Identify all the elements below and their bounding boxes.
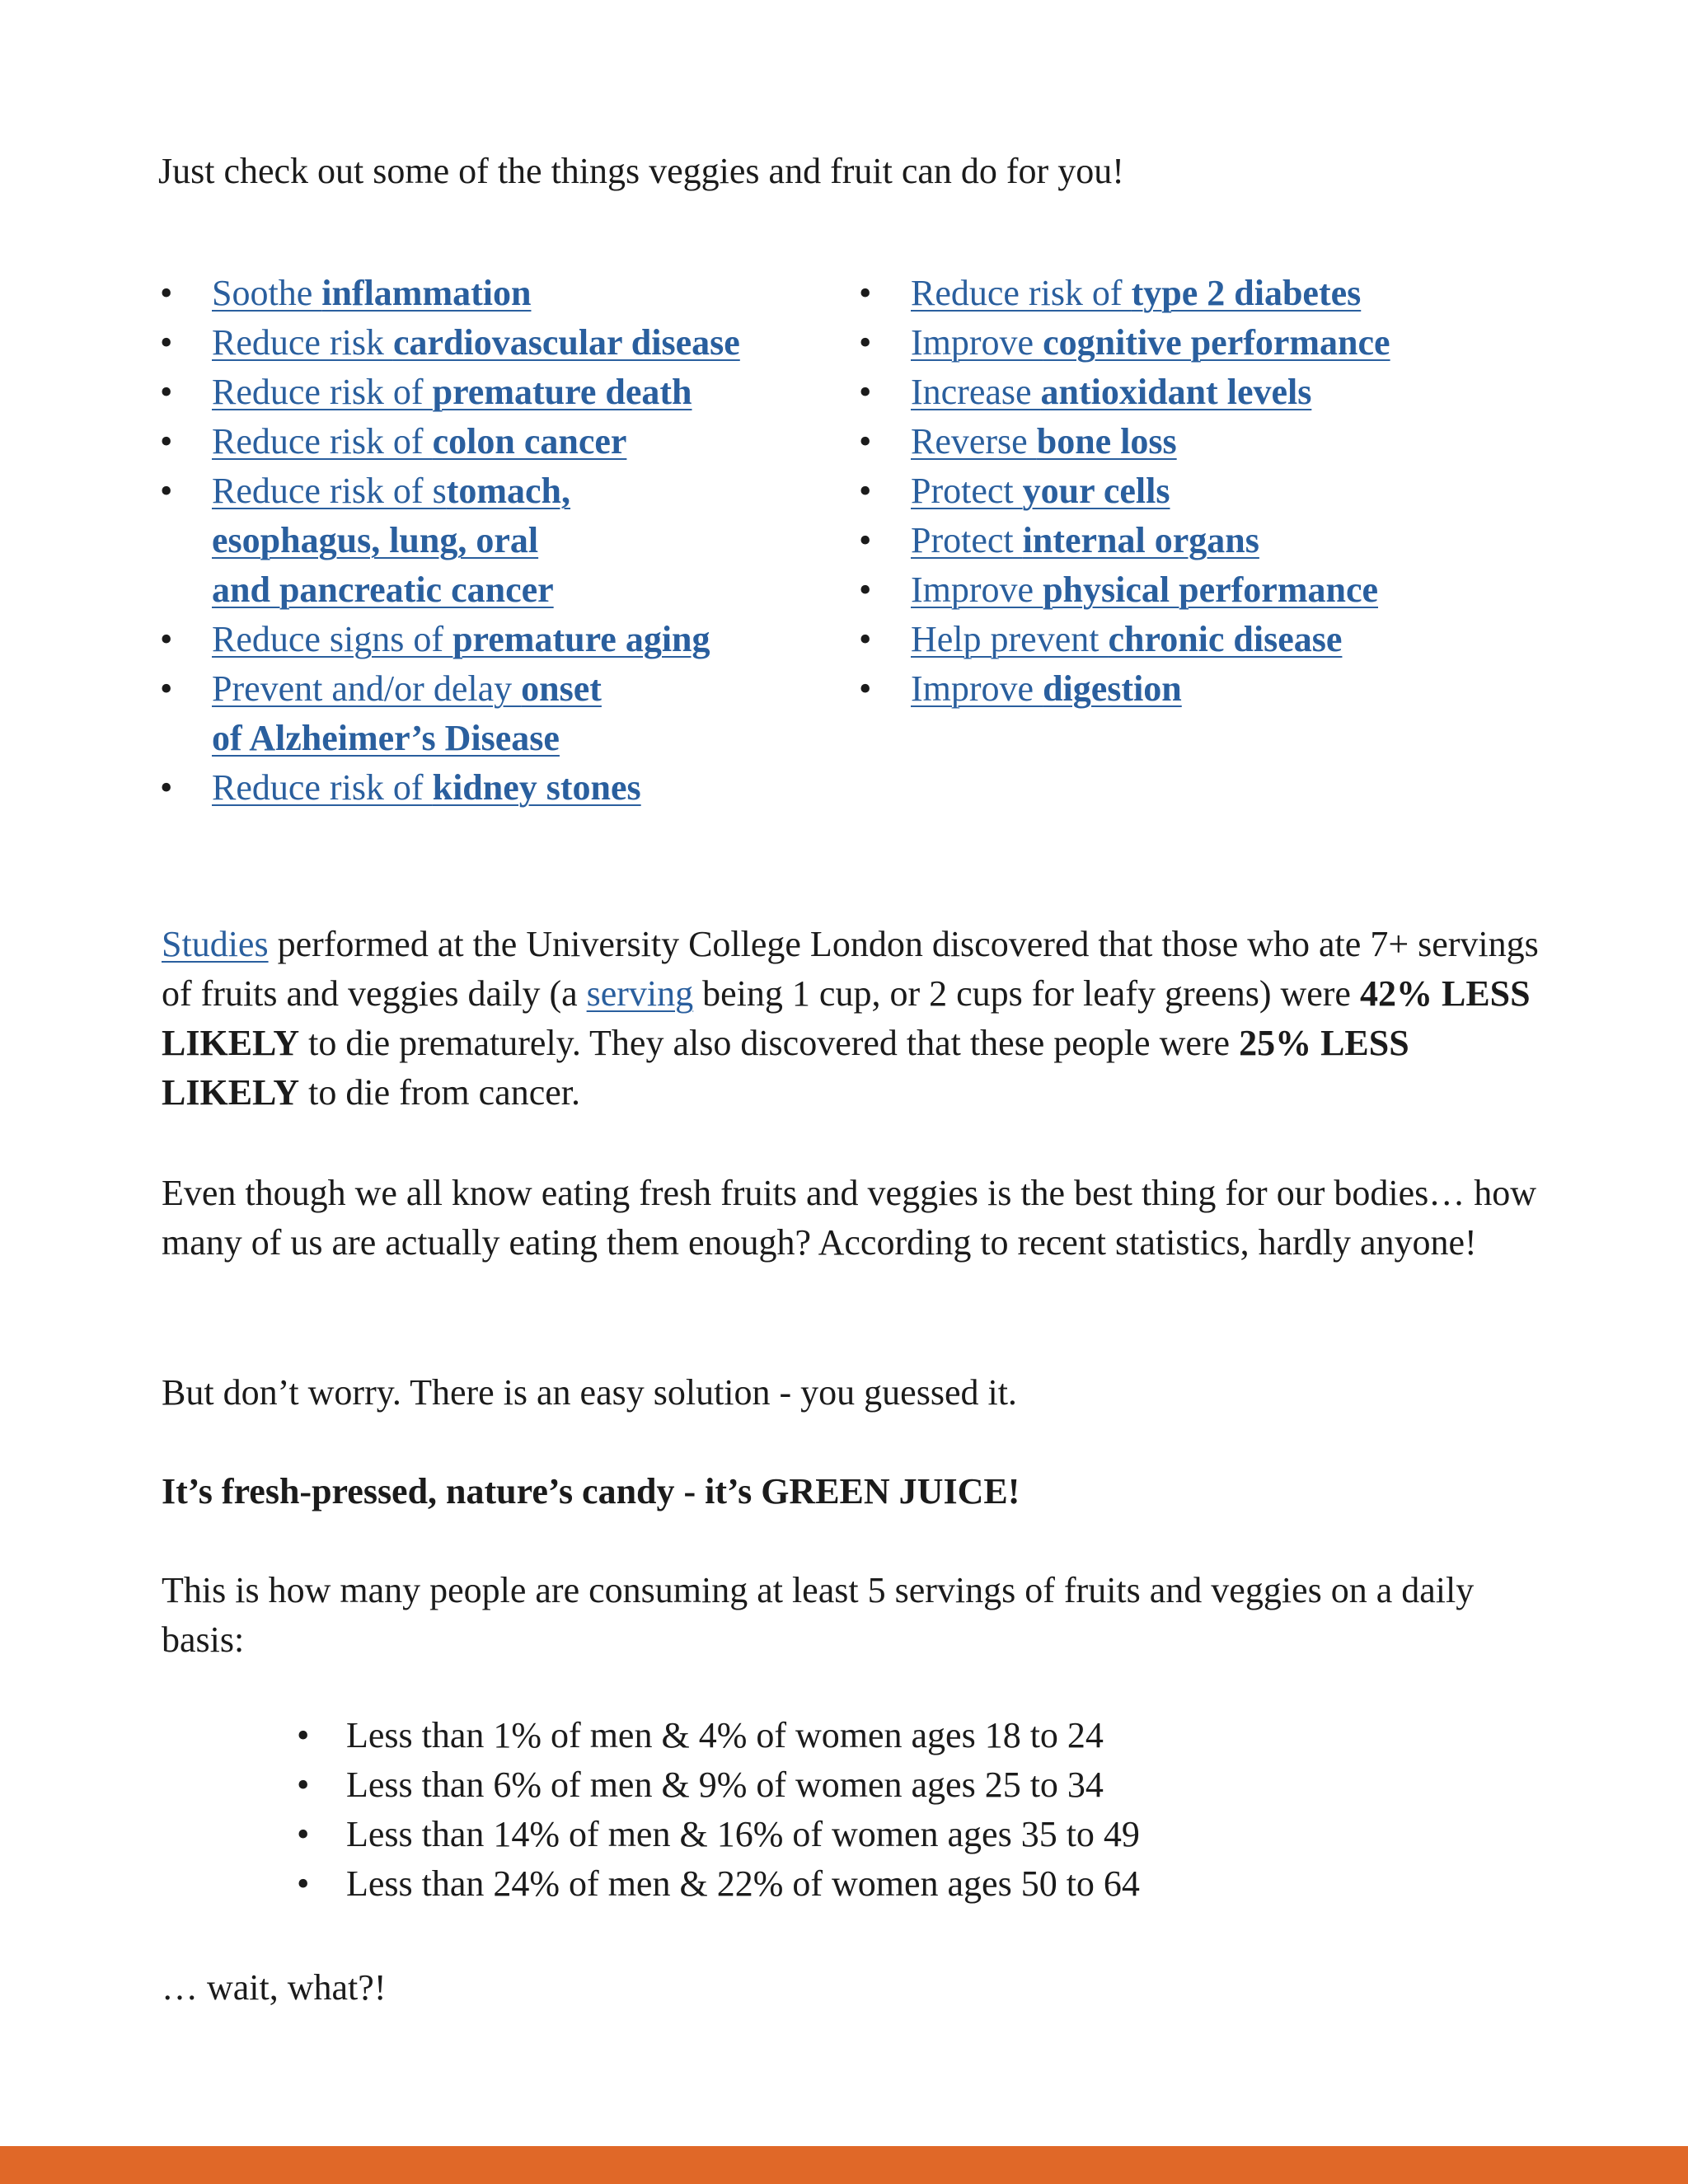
solution-paragraph: But don’t worry. There is an easy solution - you guessed it. — [162, 1372, 1017, 1413]
benefit-link[interactable]: Help prevent chronic disease — [911, 619, 1343, 659]
list-item — [158, 615, 851, 664]
benefit-link[interactable]: Reduce risk of colon cancer — [212, 421, 627, 462]
consumption-paragraph: This is how many people are consuming at least 5 servings of fruits and veggies on a daily basis: — [162, 1570, 1475, 1660]
benefit-link[interactable]: Protect your cells — [911, 471, 1170, 511]
list-item — [857, 565, 1599, 615]
list-item — [857, 368, 1599, 417]
benefits-list-left — [158, 269, 851, 813]
list-item: • Less than 24% of men & 22% of women ages 50 to 64 — [293, 1859, 1140, 1909]
list-item — [158, 417, 851, 466]
benefit-link[interactable]: Reduce risk cardiovascular disease — [212, 322, 740, 363]
stat-42-percent: 42% LESS LIKELY — [162, 973, 1531, 1063]
list-item — [158, 269, 851, 318]
consumption-stats-list — [293, 1711, 1140, 1909]
intro-text: Just check out some of the things veggies and fruit can do for you! — [158, 151, 1124, 191]
eating-enough-paragraph: Even though we all know eating fresh fruits and veggies is the best thing for our bodies… how many of us are actually eating them enough? According to recent statistics, hardly anyone! — [162, 1173, 1537, 1263]
list-item — [857, 615, 1599, 664]
benefit-link[interactable]: Improve digestion — [911, 668, 1182, 709]
list-item — [857, 466, 1599, 516]
study-paragraph: Studies performed at the University College London discovered that those who ate 7+ servings of fruits and veggies daily (a serving being 1 cup, or 2 cups for leafy greens) were 42% LESS LIKELY to die prematurely. They also discovered that these people were 25% LESS LIKELY to die from cancer. — [162, 924, 1539, 1113]
benefits-list-right — [857, 269, 1599, 714]
benefit-link[interactable]: Improve physical performance — [911, 569, 1378, 610]
benefit-link[interactable]: Reduce risk of kidney stones — [212, 767, 641, 808]
benefit-link[interactable]: Reverse bone loss — [911, 421, 1177, 462]
footer-bar — [0, 2146, 1688, 2184]
list-item — [857, 664, 1599, 714]
studies-link[interactable]: Studies — [162, 924, 269, 964]
benefit-link[interactable]: Reduce risk of stomach, esophagus, lung, oral and pancreatic cancer — [212, 471, 571, 610]
list-item: • Less than 14% of men & 16% of women ages 35 to 49 — [293, 1810, 1140, 1859]
benefit-link[interactable]: Reduce signs of premature aging — [212, 619, 710, 659]
list-item — [158, 318, 851, 368]
list-item — [857, 269, 1599, 318]
benefit-link[interactable]: Reduce risk of premature death — [212, 372, 692, 412]
list-item — [857, 417, 1599, 466]
benefit-link[interactable]: Increase antioxidant levels — [911, 372, 1312, 412]
benefit-link[interactable]: Protect internal organs — [911, 520, 1259, 560]
list-item — [158, 368, 851, 417]
stat-25-percent: 25% LESS LIKELY — [162, 1023, 1409, 1113]
benefit-link[interactable]: Reduce risk of type 2 diabetes — [911, 273, 1362, 313]
benefit-link[interactable]: Prevent and/or delay onset of Alzheimer’s Disease — [212, 668, 602, 758]
benefit-link[interactable]: Improve cognitive performance — [911, 322, 1390, 363]
list-item — [857, 318, 1599, 368]
list-item: • Less than 1% of men & 4% of women ages 18 to 24 — [293, 1711, 1140, 1760]
list-item — [158, 466, 851, 615]
closing-text: … wait, what?! — [162, 1967, 387, 2008]
green-juice-heading: It’s fresh-pressed, nature’s candy - it’s GREEN JUICE! — [162, 1471, 1020, 1511]
serving-link[interactable]: serving — [586, 973, 694, 1014]
list-item — [857, 516, 1599, 565]
benefit-link[interactable]: Soothe inflammation — [212, 273, 532, 313]
list-item: • Less than 6% of men & 9% of women ages 25 to 34 — [293, 1760, 1140, 1810]
list-item — [158, 664, 851, 763]
list-item — [158, 763, 851, 813]
